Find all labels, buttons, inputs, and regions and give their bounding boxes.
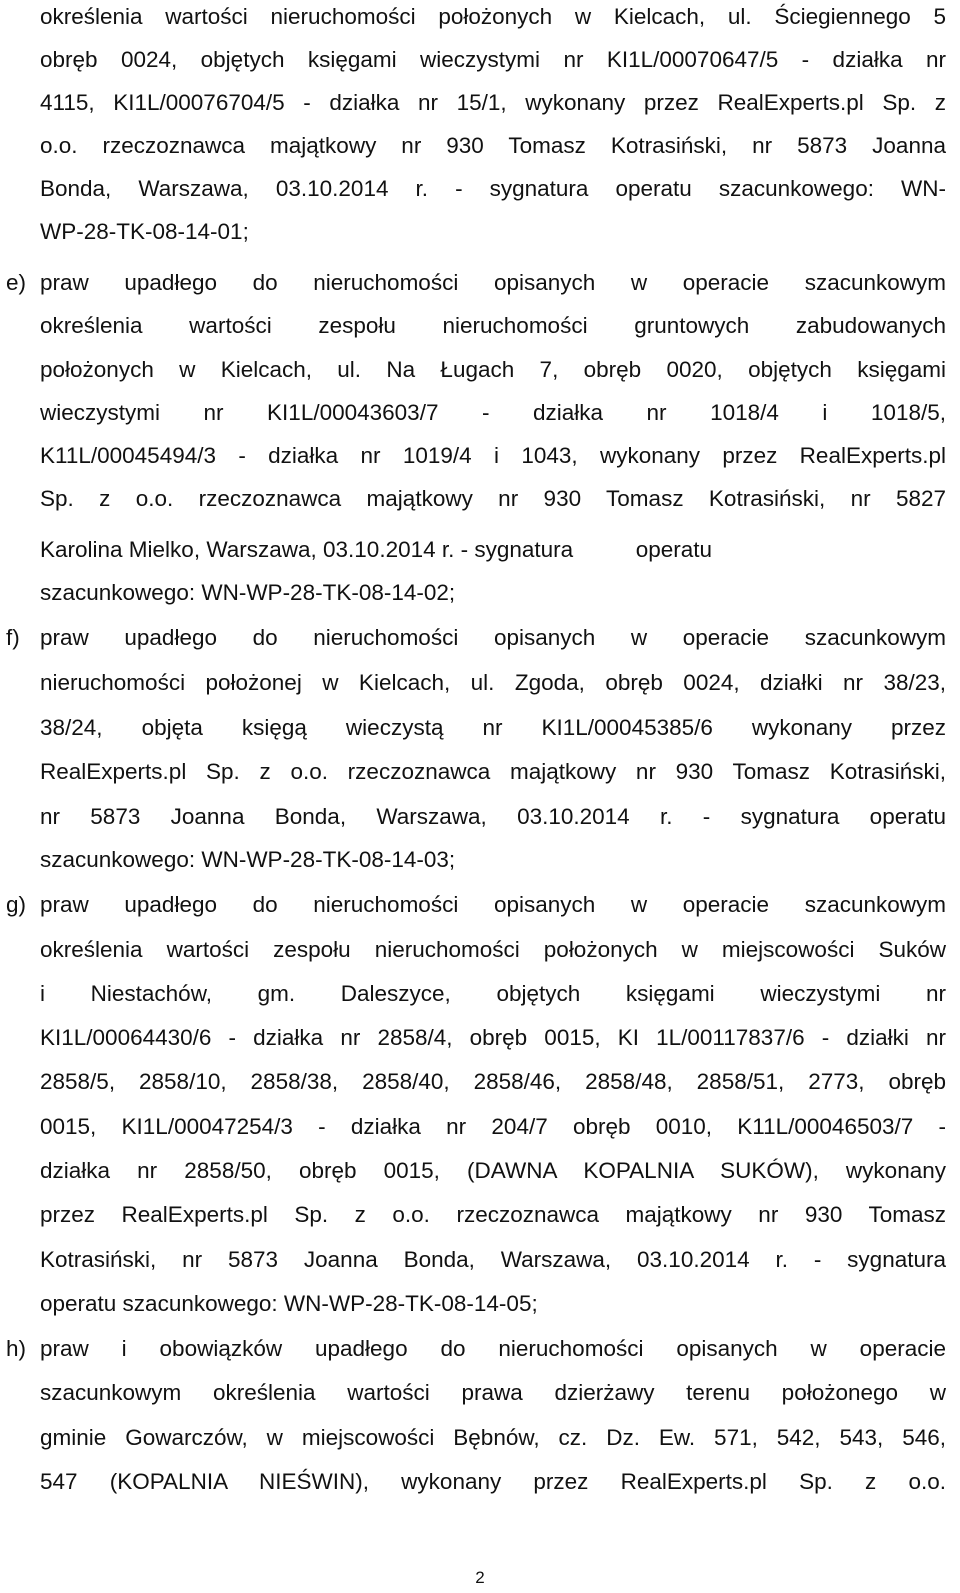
list-marker: e) <box>6 270 27 295</box>
text-line: szacunkowym określenia wartości prawa dzierżawy terenu położonego w <box>40 1380 946 1405</box>
text-line: Karolina Mielko, Warszawa, 03.10.2014 r. - sygnatura operatu <box>40 537 713 562</box>
text-line: praw upadłego do nieruchomości opisanych w operacie szacunkowym <box>40 892 946 917</box>
text-line: działka nr 2858/50, obręb 0015, (DAWNA KOPALNIA SUKÓW), wykonany <box>40 1158 946 1183</box>
text-line: określenia wartości zespołu nieruchomości gruntowych zabudowanych <box>40 313 946 338</box>
list-marker: h) <box>6 1336 27 1361</box>
text-line: określenia wartości zespołu nieruchomości położonych w miejscowości Suków <box>40 937 946 962</box>
text-line: 0015, KI1L/00047254/3 - działka nr 204/7 obręb 0010, K11L/00046503/7 - <box>40 1114 946 1139</box>
text-line: K11L/00045494/3 - działka nr 1019/4 i 1043, wykonany przez RealExperts.pl <box>40 443 946 468</box>
text-line: nr 5873 Joanna Bonda, Warszawa, 03.10.2014 r. - sygnatura operatu <box>40 804 946 829</box>
text-line: Bonda, Warszawa, 03.10.2014 r. - sygnatura operatu szacunkowego: WN- <box>40 176 946 201</box>
list-item-e <box>6 268 946 298</box>
text-line: operatu szacunkowego: WN-WP-28-TK-08-14-05; <box>40 1291 538 1316</box>
text-line: praw upadłego do nieruchomości opisanych w operacie szacunkowym <box>40 270 946 295</box>
text-line: obręb 0024, objętych księgami wieczystymi nr KI1L/00070647/5 - działka nr <box>40 47 946 72</box>
text-line: 4115, KI1L/00076704/5 - działka nr 15/1, wykonany przez RealExperts.pl Sp. z <box>40 90 946 115</box>
text-line: 2858/5, 2858/10, 2858/38, 2858/40, 2858/46, 2858/48, 2858/51, 2773, obręb <box>40 1069 946 1094</box>
text-line: KI1L/00064430/6 - działka nr 2858/4, obręb 0015, KI 1L/00117837/6 - działki nr <box>40 1025 946 1050</box>
text-line: i Niestachów, gm. Daleszyce, objętych księgami wieczystymi nr <box>40 981 946 1006</box>
text-line: Sp. z o.o. rzeczoznawca majątkowy nr 930 Tomasz Kotrasiński, nr 5827 <box>40 486 946 511</box>
list-marker: f) <box>6 625 20 650</box>
text-line: praw upadłego do nieruchomości opisanych w operacie szacunkowym <box>40 625 946 650</box>
text-line: praw i obowiązków upadłego do nieruchomości opisanych w operacie <box>40 1336 946 1361</box>
text-line: gminie Gowarczów, w miejscowości Bębnów, cz. Dz. Ew. 571, 542, 543, 546, <box>40 1425 946 1450</box>
text-line: 547 (KOPALNIA NIEŚWIN), wykonany przez RealExperts.pl Sp. z o.o. <box>40 1469 946 1494</box>
text-line: wieczystymi nr KI1L/00043603/7 - działka nr 1018/4 i 1018/5, <box>40 400 946 425</box>
text-line: WP-28-TK-08-14-01; <box>40 219 249 244</box>
list-item-f <box>6 623 946 653</box>
text-line: nieruchomości położonej w Kielcach, ul. Zgoda, obręb 0024, działki nr 38/23, <box>40 670 946 695</box>
text-line: szacunkowego: WN-WP-28-TK-08-14-03; <box>40 847 456 872</box>
text-line: o.o. rzeczoznawca majątkowy nr 930 Tomasz Kotrasiński, nr 5873 Joanna <box>40 133 946 158</box>
list-marker: g) <box>6 892 27 917</box>
text-line: określenia wartości nieruchomości położonych w Kielcach, ul. Ściegiennego 5 <box>40 4 946 29</box>
text-line: Kotrasiński, nr 5873 Joanna Bonda, Warszawa, 03.10.2014 r. - sygnatura <box>40 1247 946 1272</box>
list-item-g <box>6 890 946 920</box>
page-number: 2 <box>475 1568 485 1587</box>
text-line: 38/24, objęta księgą wieczystą nr KI1L/00045385/6 wykonany przez <box>40 715 946 740</box>
list-item-h <box>6 1334 946 1364</box>
text-line: szacunkowego: WN-WP-28-TK-08-14-02; <box>40 580 456 605</box>
text-line: RealExperts.pl Sp. z o.o. rzeczoznawca majątkowy nr 930 Tomasz Kotrasiński, <box>40 759 946 784</box>
text-line: położonych w Kielcach, ul. Na Ługach 7, obręb 0020, objętych księgami <box>40 357 946 382</box>
text-line: przez RealExperts.pl Sp. z o.o. rzeczoznawca majątkowy nr 930 Tomasz <box>40 1202 946 1227</box>
